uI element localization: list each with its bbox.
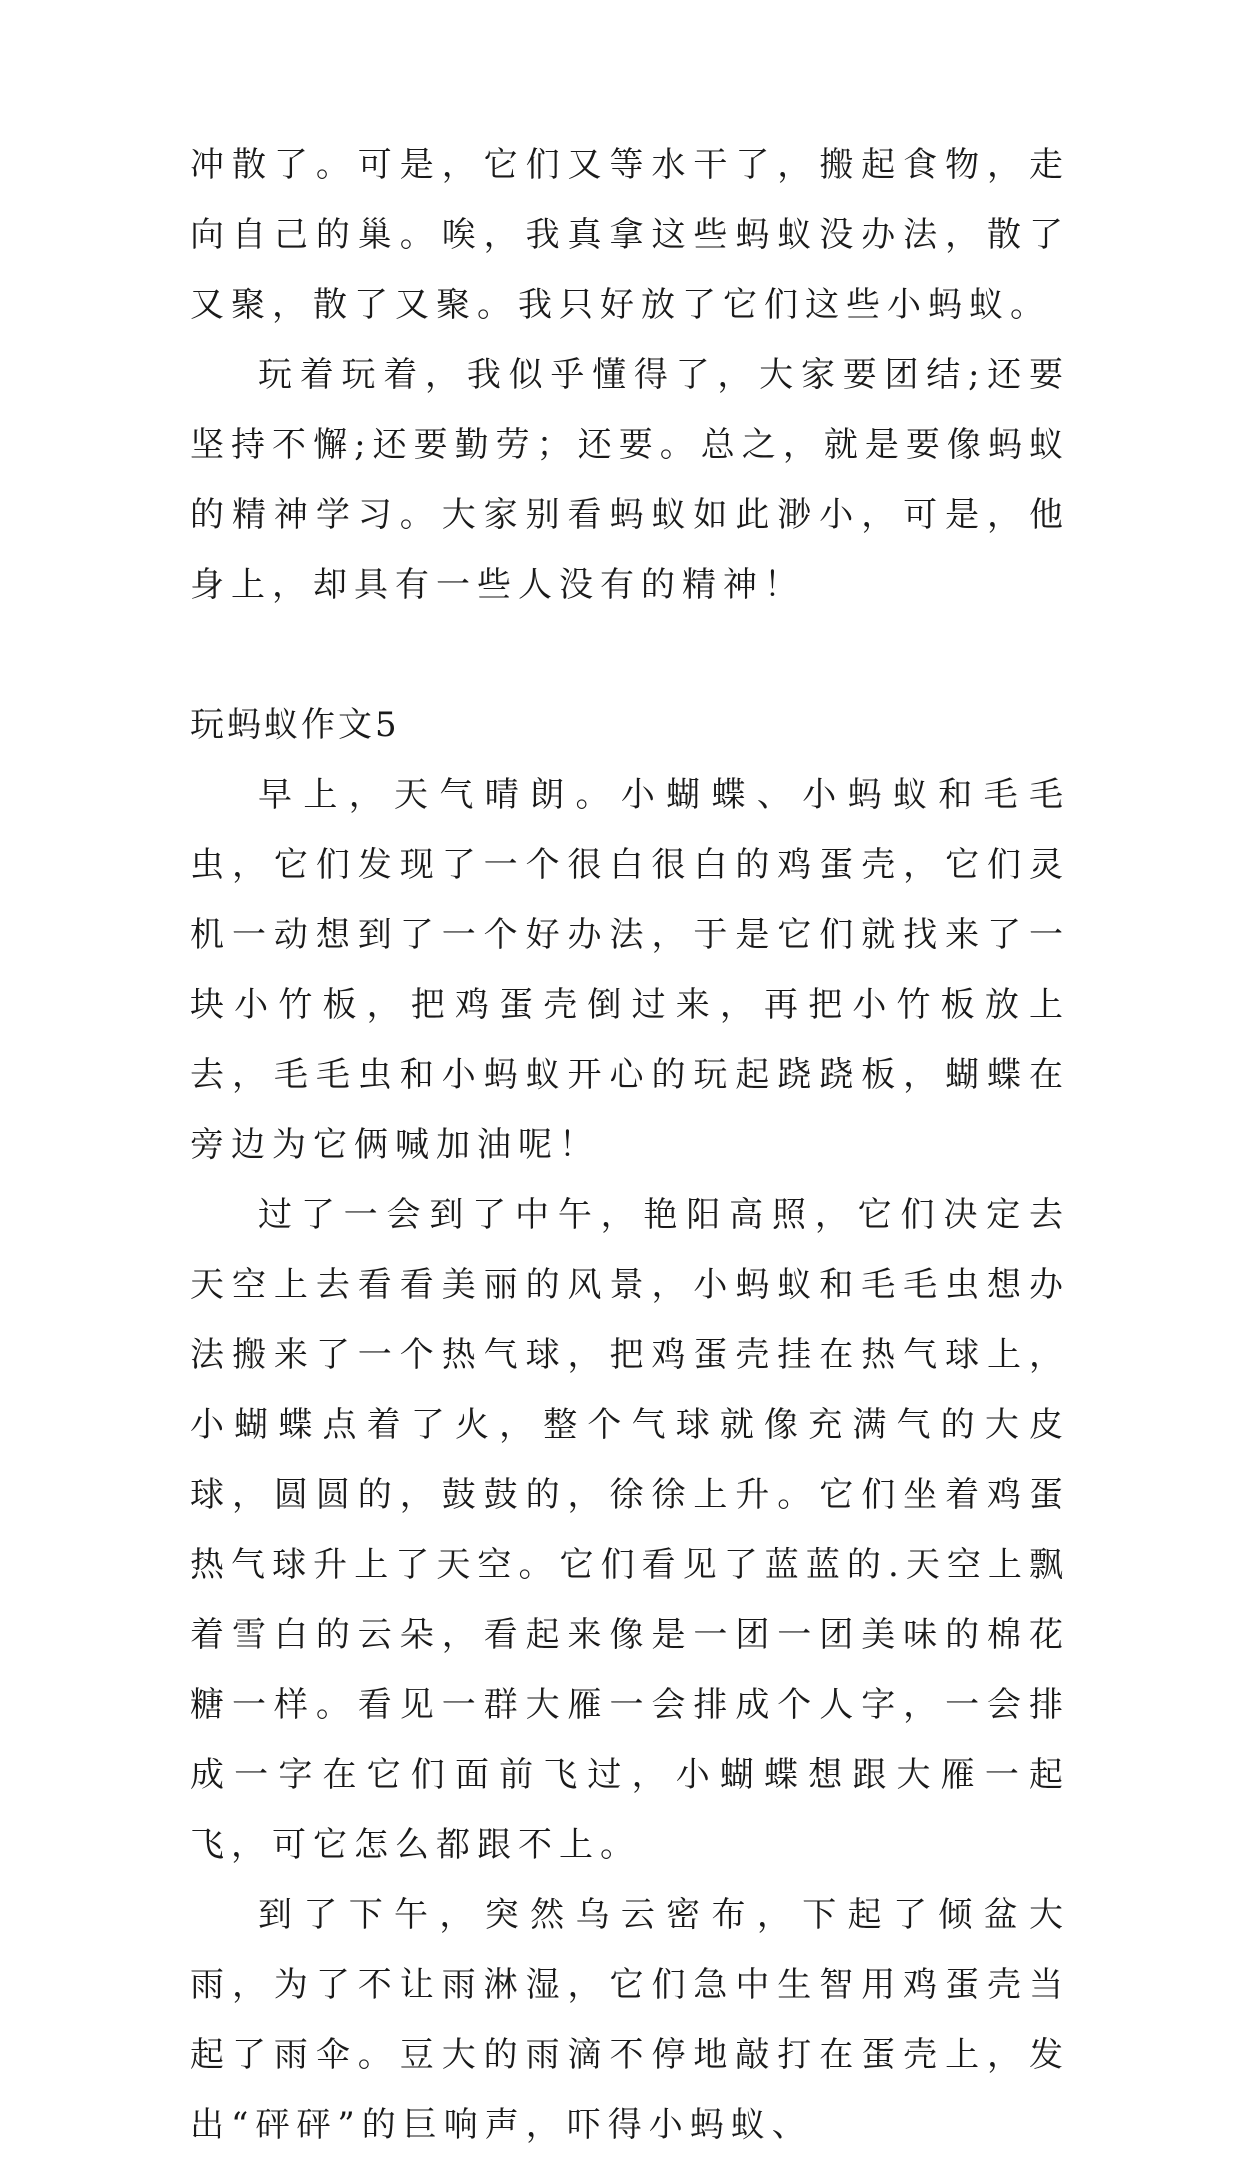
- section-title: 玩蚂蚁作文5: [190, 705, 400, 745]
- paragraph-top-2: 玩着玩着，我似乎懂得了，大家要团结;还要坚持不懈;还要勤劳；还要。总之，就是要像蚂蚁的精神学习。大家别看蚂蚁如此渺小，可是，他身上，却具有一些人没有的精神！: [190, 355, 1070, 605]
- document-page: [190, 130, 1070, 2160]
- paragraph-bottom-2: 过了一会到了中午，艳阳高照，它们决定去天空上去看看美丽的风景，小蚂蚁和毛毛虫想办法搬来了一个热气球，把鸡蛋壳挂在热气球上，小蝴蝶点着了火，整个气球就像充满气的大皮球，圆圆的，鼓鼓的，徐徐上升。它们坐着鸡蛋热气球升上了天空。它们看见了蓝蓝的.天空上飘着雪白的云朵，看起来像是一团一团美味的棉花糖一样。看见一群大雁一会排成个人字，一会排成一字在它们面前飞过，小蝴蝶想跟大雁一起飞，可它怎么都跟不上。: [190, 1195, 1070, 1865]
- section-spacer: [190, 620, 1070, 690]
- paragraph-bottom-3: 到了下午，突然乌云密布，下起了倾盆大雨，为了不让雨淋湿，它们急中生智用鸡蛋壳当起了雨伞。豆大的雨滴不停地敲打在蛋壳上，发出“砰砰”的巨响声，吓得小蚂蚁、: [190, 1895, 1070, 2145]
- paragraph-top-1: 冲散了。可是，它们又等水干了，搬起食物，走向自己的巢。唉，我真拿这些蚂蚁没办法，散了又聚，散了又聚。我只好放了它们这些小蚂蚁。: [190, 145, 1070, 325]
- paragraph-bottom-1: 早上，天气晴朗。小蝴蝶、小蚂蚁和毛毛虫，它们发现了一个很白很白的鸡蛋壳，它们灵机一动想到了一个好办法，于是它们就找来了一块小竹板，把鸡蛋壳倒过来，再把小竹板放上去，毛毛虫和小蚂蚁开心的玩起跷跷板，蝴蝶在旁边为它俩喊加油呢！: [190, 775, 1070, 1165]
